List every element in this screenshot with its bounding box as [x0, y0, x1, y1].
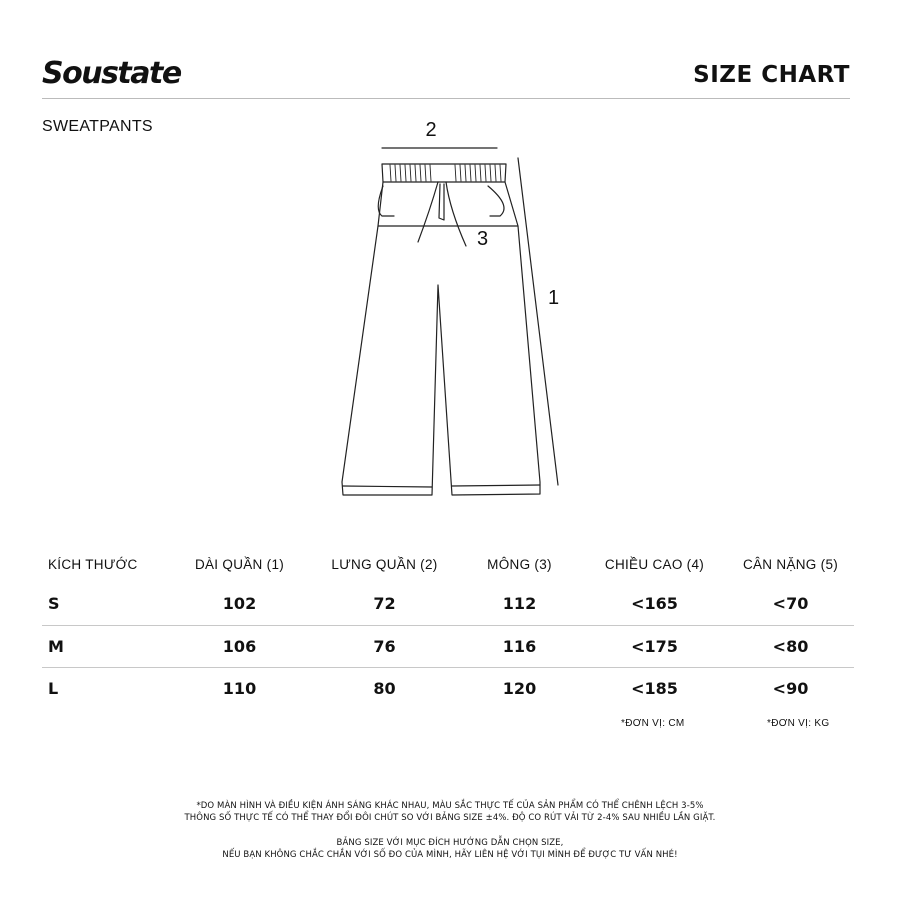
unit-note-kg: *ĐƠN VỊ: KG [767, 718, 830, 729]
unit-note-cm: *ĐƠN VỊ: CM [621, 718, 685, 729]
footnote-guide: BẢNG SIZE VỚI MỤC ĐÍCH HƯỚNG DẪN CHỌN SIZE, [336, 838, 564, 848]
header-hip: MÔNG (3) [487, 556, 552, 572]
label-1: 1 [548, 287, 560, 309]
table-row [42, 625, 854, 667]
header-height: CHIỀU CAO (4) [604, 556, 705, 572]
size-table [42, 545, 854, 709]
table-header-row [42, 545, 854, 583]
footnote-contact: NẾU BẠN KHÔNG CHẮC CHẮN VỚI SỐ ĐO CỦA MÌNH, HÃY LIÊN HỆ VỚI TỤI MÌNH ĐỂ ĐƯỢC TƯ VẤN NHÉ! [222, 850, 678, 860]
cell-length: 102 [222, 594, 257, 614]
right-pocket [488, 186, 504, 216]
cell-size: L [42, 667, 167, 709]
cell-hip: 116 [457, 625, 582, 667]
cell-hip: 112 [502, 594, 537, 614]
cell-length: 106 [167, 625, 312, 667]
header-size: KÍCH THƯỚC [48, 556, 138, 572]
drawstring-left [418, 182, 438, 242]
cell-length: 110 [167, 667, 312, 709]
cell-weight: <80 [727, 625, 854, 667]
footnote-color-disclaimer: *DO MÀN HÌNH VÀ ĐIỀU KIỆN ÁNH SÁNG KHÁC NHAU, MÀU SẮC THỰC TẾ CỦA SẢN PHẨM CÓ THỂ CHÊNH LỆCH 3-5% [196, 801, 704, 811]
pants-outline [342, 182, 540, 495]
header-waist: LƯNG QUẦN (2) [331, 556, 438, 572]
waistband-ribbing [390, 165, 501, 181]
right-hem-line [452, 485, 540, 486]
brand-logo: Soustate [42, 56, 181, 91]
header-length: DÀI QUẦN (1) [194, 556, 285, 572]
cell-hip: 120 [457, 667, 582, 709]
header-divider [42, 98, 850, 99]
label-3: 3 [477, 228, 489, 250]
footnote-tolerance: THÔNG SỐ THỰC TẾ CÓ THỂ THAY ĐỔI ĐÔI CHÚT SO VỚI BẢNG SIZE ±4%. ĐỘ CO RÚT VẢI TỪ 2-4% SAU NHIỀU LẦN GIẶT. [184, 813, 716, 823]
cell-height: <165 [631, 594, 678, 614]
label-2: 2 [425, 119, 437, 141]
cell-size: S [48, 594, 60, 614]
fly-stitch [439, 184, 444, 220]
drawstring-right [446, 182, 466, 246]
cell-height: <185 [582, 667, 727, 709]
cell-height: <175 [582, 625, 727, 667]
cell-weight: <90 [727, 667, 854, 709]
header-weight: CÂN NẶNG (5) [742, 556, 839, 572]
cell-waist: 80 [312, 667, 457, 709]
left-hem-line [343, 486, 432, 487]
cell-weight: <70 [772, 594, 809, 614]
length-measure-line [518, 158, 558, 485]
page-title: SIZE CHART [693, 62, 850, 88]
table-row [42, 667, 854, 709]
cell-waist: 72 [373, 594, 396, 614]
cell-waist: 76 [312, 625, 457, 667]
table-row [42, 583, 854, 625]
cell-size: M [42, 625, 167, 667]
product-name: SWEATPANTS [42, 118, 153, 135]
pants-diagram [300, 110, 600, 510]
